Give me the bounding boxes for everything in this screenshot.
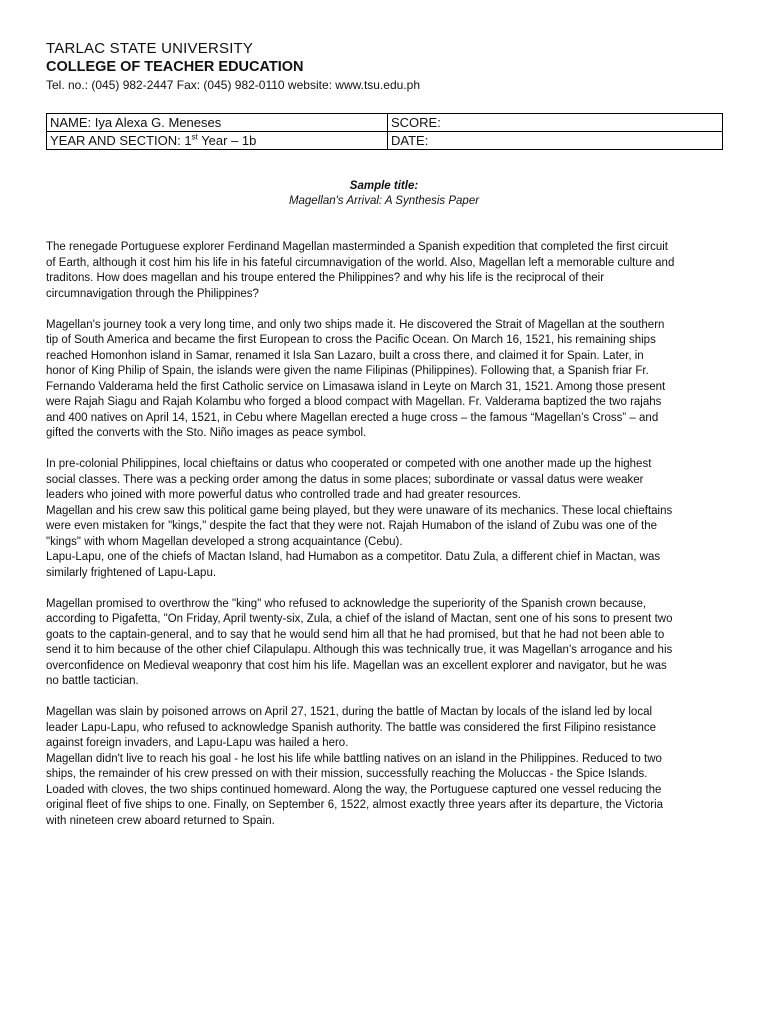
text-line: Magellan promised to overthrow the "king" who refused to acknowledge the superiority of the Spanish crown because,: [46, 597, 647, 610]
text-line: Lapu-Lapu, one of the chiefs of Mactan Island, had Humabon as a competitor. Datu Zula, a different chief in Mactan, was: [46, 551, 661, 563]
text-line: against foreign invaders, and Lapu-Lapu was hailed a hero.: [46, 737, 349, 749]
year-label: YEAR AND SECTION: 1: [50, 133, 192, 148]
text-line: Magellan didn't live to reach his goal - he lost his life while battling natives on an island in the Philippines. Reduced to two: [46, 752, 662, 765]
text-line: Fernando Valderama held the first Catholic service on Limasawa island in Leyte on March 31, 1521. Among those present: [46, 380, 666, 393]
text-line: In pre-colonial Philippines, local chieftains or datus who cooperated or competed with one another made up the highest: [46, 458, 652, 470]
paper-body: [46, 240, 722, 829]
paragraph-3: [46, 457, 722, 581]
info-row-2: [47, 132, 723, 150]
name-cell: NAME: Iya Alexa G. Meneses: [47, 114, 388, 132]
text-line: no battle tactician.: [46, 675, 139, 687]
text-line: overconfidence on Medieval weaponry that cost him his life. Magellan was an excellent explorer and navigator, but he was: [46, 659, 667, 672]
text-line: were even mistaken for "kings," despite the fact that they were not. Rajah Humabon of the island of Zubu was one of the: [46, 520, 657, 532]
paragraph-1: [46, 240, 722, 302]
paragraph-gap: [46, 581, 722, 597]
text-line: according to Pigafetta, "On Friday, April twenty-six, Zula, a chief of the island of Mactan, sent one of his sons to present two: [46, 613, 673, 625]
text-line: gifted the converts with the Sto. Niño images as peace symbol.: [46, 427, 367, 439]
text-line: were Rajah Siagu and Rajah Kolambu who forged a blood compact with Magellan. Fr. Valderama baptized the two rajahs: [46, 396, 662, 408]
text-line: leaders who joined with more powerful datus who controlled trade and had greater resources.: [46, 489, 521, 501]
text-line: ships, the remainder of his crew pressed on with their mission, successfully reaching the Moluccas - the Spice Islands.: [46, 768, 648, 780]
text-line: circumnavigation through the Philippines?: [46, 287, 259, 300]
college-name: COLLEGE OF TEACHER EDUCATION: [46, 59, 304, 75]
text-line: Magellan and his crew saw this political game being played, but they were unaware of its mechanics. These local chieftains: [46, 504, 673, 517]
text-line: reached Homonhon island in Samar, renamed it Isla San Lazaro, built a cross there, and claimed it for Spain. Later, in: [46, 349, 644, 362]
paragraph-2: [46, 318, 722, 442]
text-line: traditons. How does magellan and his troupe entered the Philippines? and why his life is the reciprocal of their: [46, 272, 605, 284]
year-rest: Year – 1b: [197, 133, 257, 148]
student-info-table: [46, 113, 723, 150]
text-line: honor of King Philip of Spain, the islands were given the name Filipinas (Philippines). Following that, a Spanish friar Fr.: [46, 365, 649, 377]
paragraph-gap: [46, 302, 722, 318]
text-line: leader Lapu-Lapu, who refused to acknowledge Spanish authority. The battle was considered the first Filipino resistance: [46, 721, 657, 734]
text-line: with nineteen crew aboard returned to Spain.: [46, 814, 275, 827]
text-line: Magellan's journey took a very long time, and only two ships made it. He discovered the Strait of Magellan at the southern: [46, 318, 665, 331]
university-name: TARLAC STATE UNIVERSITY: [46, 40, 254, 57]
sample-title-label: Sample title:: [349, 180, 419, 192]
text-line: The renegade Portuguese explorer Ferdinand Magellan masterminded a Spanish expedition that completed the first circuit: [46, 241, 668, 253]
text-line: Loaded with cloves, the two ships continued homeward. Along the way, the Portuguese captured one vessel reducing the: [46, 783, 662, 796]
text-line: send it to him because of the other chief Cilapulapu. Although this was technically true, it was Magellan’s arrogance and his: [46, 644, 673, 656]
year-superscript: st: [191, 132, 198, 142]
score-cell: SCORE:: [388, 114, 723, 132]
text-line: social classes. There was a pecking order among the datus in some places; subordinate or vassal datus were weaker: [46, 473, 644, 486]
text-line: similarly frightened of Lapu-Lapu.: [46, 566, 217, 579]
date-cell: DATE:: [388, 132, 723, 150]
text-line: Magellan was slain by poisoned arrows on April 27, 1521, during the battle of Mactan by locals of the island led by local: [46, 706, 653, 718]
year-section-cell: [47, 132, 388, 150]
info-row-1: [47, 114, 723, 132]
text-line: of Earth, although it cost him his life in his fateful circumnavigation of the world. Also, Magellan left a memorable culture and: [46, 256, 675, 269]
text-line: goats to the captain-general, and to say that he would send him all that he had promised, but that he had not been able to: [46, 628, 665, 641]
paragraph-gap: [46, 690, 722, 706]
text-line: "kings" with whom Magellan developed a strong acquaintance (Cebu).: [46, 535, 403, 548]
paper-title: Magellan's Arrival: A Synthesis Paper: [288, 195, 480, 207]
paragraph-4: [46, 597, 722, 690]
contact-info: Tel. no.: (045) 982-2447 Fax: (045) 982-0110 website: www.tsu.edu.ph: [46, 78, 420, 92]
text-line: original fleet of five ships to one. Finally, on September 6, 1522, almost exactly three years after its departure, the Victoria: [46, 799, 664, 811]
text-line: and 400 natives on April 14, 1521, in Cebu where Magellan erected a huge cross – the famous “Magellan’s Cross” – and: [46, 411, 659, 424]
text-line: tip of South America and became the first European to cross the Pacific Ocean. On March 16, 1521, his remaining ships: [46, 334, 656, 346]
paragraph-gap: [46, 442, 722, 458]
paragraph-5: [46, 705, 722, 829]
